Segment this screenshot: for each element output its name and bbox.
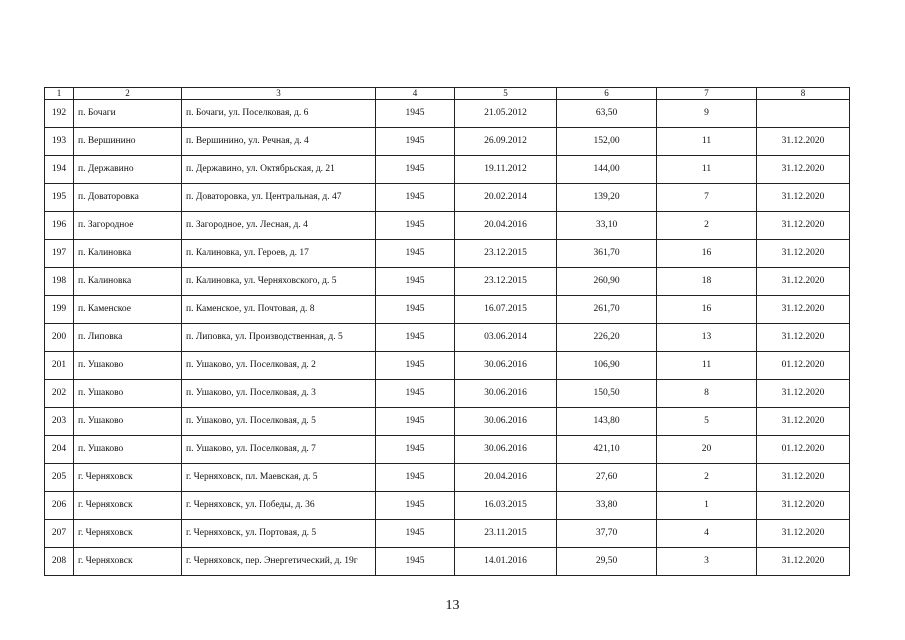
deadline-cell: 31.12.2020 <box>757 212 850 240</box>
year-cell: 1945 <box>376 100 455 128</box>
date-cell: 30.06.2016 <box>455 380 557 408</box>
count-cell: 16 <box>657 296 757 324</box>
count-cell: 8 <box>657 380 757 408</box>
address-cell: г. Черняховск, ул. Портовая, д. 5 <box>182 520 376 548</box>
date-cell: 26.09.2012 <box>455 128 557 156</box>
area-cell: 150,50 <box>557 380 657 408</box>
year-cell: 1945 <box>376 184 455 212</box>
deadline-cell: 31.12.2020 <box>757 128 850 156</box>
address-cell: п. Калиновка, ул. Героев, д. 17 <box>182 240 376 268</box>
year-cell: 1945 <box>376 268 455 296</box>
deadline-cell: 01.12.2020 <box>757 436 850 464</box>
address-cell: п. Липовка, ул. Производственная, д. 5 <box>182 324 376 352</box>
address-cell: п. Загородное, ул. Лесная, д. 4 <box>182 212 376 240</box>
address-cell: п. Бочаги, ул. Поселковая, д. 6 <box>182 100 376 128</box>
area-cell: 226,20 <box>557 324 657 352</box>
table-row <box>45 268 850 296</box>
area-cell: 261,70 <box>557 296 657 324</box>
settlement-cell: п. Калиновка <box>74 268 182 296</box>
table-row <box>45 492 850 520</box>
row-number: 204 <box>45 436 74 464</box>
count-cell: 11 <box>657 128 757 156</box>
count-cell: 2 <box>657 212 757 240</box>
table-row <box>45 324 850 352</box>
area-cell: 139,20 <box>557 184 657 212</box>
area-cell: 33,80 <box>557 492 657 520</box>
row-number: 201 <box>45 352 74 380</box>
address-cell: п. Доваторовка, ул. Центральная, д. 47 <box>182 184 376 212</box>
year-cell: 1945 <box>376 240 455 268</box>
deadline-cell: 31.12.2020 <box>757 492 850 520</box>
deadline-cell: 31.12.2020 <box>757 324 850 352</box>
settlement-cell: п. Ушаково <box>74 408 182 436</box>
row-number: 197 <box>45 240 74 268</box>
settlement-cell: г. Черняховск <box>74 464 182 492</box>
settlement-cell: п. Доваторовка <box>74 184 182 212</box>
date-cell: 20.04.2016 <box>455 212 557 240</box>
settlement-cell: п. Липовка <box>74 324 182 352</box>
table-row <box>45 128 850 156</box>
settlement-cell: г. Черняховск <box>74 492 182 520</box>
count-cell: 9 <box>657 100 757 128</box>
count-cell: 2 <box>657 464 757 492</box>
area-cell: 144,00 <box>557 156 657 184</box>
column-header: 8 <box>757 88 850 100</box>
settlement-cell: п. Калиновка <box>74 240 182 268</box>
area-cell: 27,60 <box>557 464 657 492</box>
year-cell: 1945 <box>376 492 455 520</box>
count-cell: 16 <box>657 240 757 268</box>
row-number: 202 <box>45 380 74 408</box>
count-cell: 11 <box>657 156 757 184</box>
deadline-cell: 31.12.2020 <box>757 184 850 212</box>
year-cell: 1945 <box>376 128 455 156</box>
year-cell: 1945 <box>376 380 455 408</box>
deadline-cell: 31.12.2020 <box>757 408 850 436</box>
settlement-cell: п. Бочаги <box>74 100 182 128</box>
date-cell: 16.03.2015 <box>455 492 557 520</box>
area-cell: 106,90 <box>557 352 657 380</box>
deadline-cell: 31.12.2020 <box>757 520 850 548</box>
row-number: 207 <box>45 520 74 548</box>
address-cell: п. Ушаково, ул. Поселковая, д. 2 <box>182 352 376 380</box>
row-number: 199 <box>45 296 74 324</box>
settlement-cell: г. Черняховск <box>74 548 182 576</box>
address-cell: п. Ушаково, ул. Поселковая, д. 5 <box>182 408 376 436</box>
row-number: 192 <box>45 100 74 128</box>
area-cell: 37,70 <box>557 520 657 548</box>
year-cell: 1945 <box>376 156 455 184</box>
deadline-cell: 31.12.2020 <box>757 268 850 296</box>
area-cell: 152,00 <box>557 128 657 156</box>
table-row <box>45 212 850 240</box>
table-row <box>45 380 850 408</box>
address-cell: г. Черняховск, пл. Маевская, д. 5 <box>182 464 376 492</box>
count-cell: 11 <box>657 352 757 380</box>
settlement-cell: п. Ушаково <box>74 436 182 464</box>
address-cell: г. Черняховск, пер. Энергетический, д. 19г <box>182 548 376 576</box>
date-cell: 20.02.2014 <box>455 184 557 212</box>
column-header: 2 <box>74 88 182 100</box>
table-row <box>45 464 850 492</box>
table-row <box>45 184 850 212</box>
date-cell: 03.06.2014 <box>455 324 557 352</box>
address-cell: п. Каменское, ул. Почтовая, д. 8 <box>182 296 376 324</box>
settlement-cell: п. Вершинино <box>74 128 182 156</box>
count-cell: 4 <box>657 520 757 548</box>
deadline-cell: 31.12.2020 <box>757 296 850 324</box>
address-cell: п. Ушаково, ул. Поселковая, д. 7 <box>182 436 376 464</box>
row-number: 206 <box>45 492 74 520</box>
row-number: 203 <box>45 408 74 436</box>
area-cell: 260,90 <box>557 268 657 296</box>
date-cell: 14.01.2016 <box>455 548 557 576</box>
row-number: 193 <box>45 128 74 156</box>
count-cell: 7 <box>657 184 757 212</box>
date-cell: 30.06.2016 <box>455 352 557 380</box>
table-row <box>45 352 850 380</box>
count-cell: 13 <box>657 324 757 352</box>
deadline-cell: 31.12.2020 <box>757 240 850 268</box>
count-cell: 1 <box>657 492 757 520</box>
table-row <box>45 520 850 548</box>
deadline-cell: 31.12.2020 <box>757 548 850 576</box>
settlement-cell: п. Каменское <box>74 296 182 324</box>
deadline-cell: 31.12.2020 <box>757 156 850 184</box>
year-cell: 1945 <box>376 436 455 464</box>
settlement-cell: г. Черняховск <box>74 520 182 548</box>
table-header-row <box>45 88 850 100</box>
settlement-cell: п. Державино <box>74 156 182 184</box>
column-header: 4 <box>376 88 455 100</box>
row-number: 194 <box>45 156 74 184</box>
page-number: 13 <box>445 598 460 613</box>
date-cell: 16.07.2015 <box>455 296 557 324</box>
address-cell: п. Державино, ул. Октябрьская, д. 21 <box>182 156 376 184</box>
table-row <box>45 408 850 436</box>
table-row <box>45 548 850 576</box>
deadline-cell: 31.12.2020 <box>757 380 850 408</box>
date-cell: 30.06.2016 <box>455 408 557 436</box>
area-cell: 361,70 <box>557 240 657 268</box>
table-row <box>45 436 850 464</box>
row-number: 195 <box>45 184 74 212</box>
row-number: 208 <box>45 548 74 576</box>
row-number: 200 <box>45 324 74 352</box>
table-row <box>45 296 850 324</box>
year-cell: 1945 <box>376 408 455 436</box>
row-number: 205 <box>45 464 74 492</box>
address-cell: г. Черняховск, ул. Победы, д. 36 <box>182 492 376 520</box>
column-header: 7 <box>657 88 757 100</box>
area-cell: 33,10 <box>557 212 657 240</box>
year-cell: 1945 <box>376 324 455 352</box>
address-cell: п. Вершинино, ул. Речная, д. 4 <box>182 128 376 156</box>
column-header: 3 <box>182 88 376 100</box>
settlement-cell: п. Ушаково <box>74 380 182 408</box>
count-cell: 18 <box>657 268 757 296</box>
row-number: 196 <box>45 212 74 240</box>
year-cell: 1945 <box>376 212 455 240</box>
table-row <box>45 240 850 268</box>
year-cell: 1945 <box>376 548 455 576</box>
address-cell: п. Калиновка, ул. Черняховского, д. 5 <box>182 268 376 296</box>
settlement-cell: п. Загородное <box>74 212 182 240</box>
deadline-cell: 31.12.2020 <box>757 464 850 492</box>
column-header: 5 <box>455 88 557 100</box>
date-cell: 21.05.2012 <box>455 100 557 128</box>
count-cell: 3 <box>657 548 757 576</box>
row-number: 198 <box>45 268 74 296</box>
year-cell: 1945 <box>376 520 455 548</box>
date-cell: 23.11.2015 <box>455 520 557 548</box>
year-cell: 1945 <box>376 296 455 324</box>
area-cell: 143,80 <box>557 408 657 436</box>
column-header: 1 <box>45 88 74 100</box>
settlement-cell: п. Ушаково <box>74 352 182 380</box>
date-cell: 30.06.2016 <box>455 436 557 464</box>
area-cell: 421,10 <box>557 436 657 464</box>
area-cell: 63,50 <box>557 100 657 128</box>
deadline-cell <box>757 100 850 128</box>
date-cell: 20.04.2016 <box>455 464 557 492</box>
date-cell: 23.12.2015 <box>455 240 557 268</box>
column-header: 6 <box>557 88 657 100</box>
year-cell: 1945 <box>376 352 455 380</box>
address-cell: п. Ушаково, ул. Поселковая, д. 3 <box>182 380 376 408</box>
area-cell: 29,50 <box>557 548 657 576</box>
date-cell: 19.11.2012 <box>455 156 557 184</box>
housing-table <box>44 87 850 576</box>
table-row <box>45 156 850 184</box>
table-row <box>45 100 850 128</box>
count-cell: 20 <box>657 436 757 464</box>
count-cell: 5 <box>657 408 757 436</box>
date-cell: 23.12.2015 <box>455 268 557 296</box>
year-cell: 1945 <box>376 464 455 492</box>
deadline-cell: 01.12.2020 <box>757 352 850 380</box>
